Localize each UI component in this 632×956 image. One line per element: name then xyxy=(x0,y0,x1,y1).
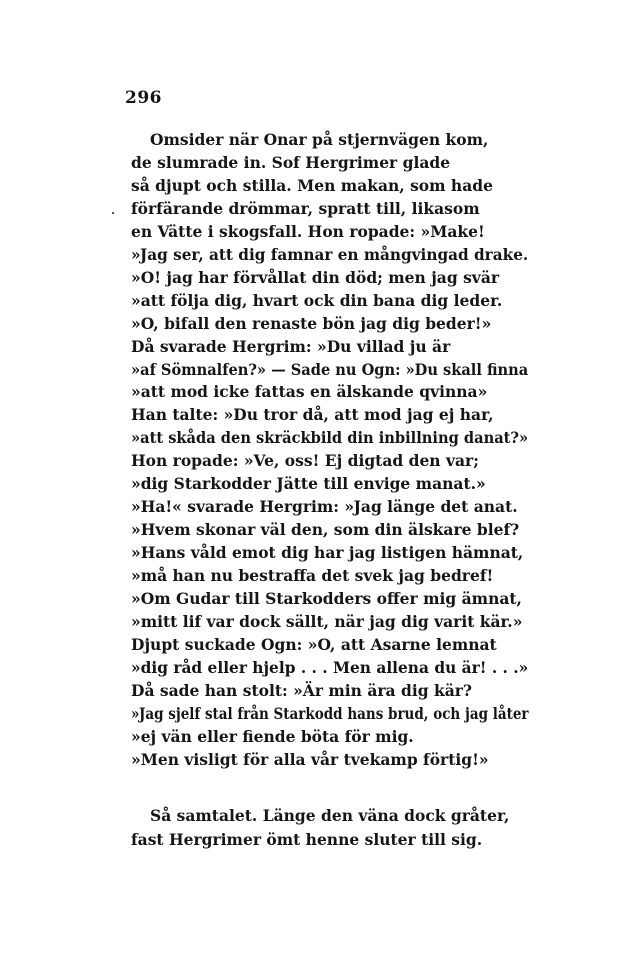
poem-line: »dig Starkodder Jätte till envige manat.» xyxy=(131,474,486,494)
page-number: 296 xyxy=(125,88,162,108)
poem-line: Han talte: »Du tror då, att mod jag ej har, xyxy=(131,405,494,425)
poem-line: fast Hergrimer ömt henne sluter till sig. xyxy=(131,829,483,849)
poem-line: Djupt suckade Ogn: »O, att Asarne lemnat xyxy=(131,634,497,654)
poem-line: »Men visligt för alla vår tvekamp förtig!» xyxy=(131,749,489,769)
poem-line: »O! jag har förvållat din död; men jag svär xyxy=(131,267,500,287)
poem-line: »dig råd eller hjelp . . . Men allena du är! . . .» xyxy=(131,657,529,677)
poem-line: »ej vän eller fiende böta för mig. xyxy=(131,726,414,746)
poem-line: »att mod icke fattas en älskande qvinna» xyxy=(131,382,488,402)
poem-line: »Jag sjelf stal från Starkodd hans brud, och jag låter xyxy=(131,703,529,723)
poem-line: »må han nu bestraffa det svek jag bedref! xyxy=(131,566,494,586)
poem-line: »att skåda den skräckbild din inbillning danat?» xyxy=(131,428,529,448)
poem-line: »Ha!« svarade Hergrim: »Jag länge det anat. xyxy=(131,497,518,517)
poem-line: »af Sömnalfen?» — Sade nu Ogn: »Du skall finna xyxy=(131,359,529,379)
poem-line: förfärande drömmar, spratt till, likasom xyxy=(131,198,480,218)
poem-line: »Om Gudar till Starkodders offer mig ämnat, xyxy=(131,589,522,608)
poem-line: »Jag ser, att dig famnar en mångvingad drake. xyxy=(131,244,529,264)
poem-line: en Vätte i skogsfall. Hon ropade: »Make! xyxy=(131,221,485,241)
poem-line: »att följa dig, hvart ock din bana dig leder. xyxy=(131,290,503,310)
poem-line: de slumrade in. Sof Hergrimer glade xyxy=(131,152,451,172)
poem-line: Omsider när Onar på stjernvägen kom, xyxy=(150,130,489,149)
poem-line: Då svarade Hergrim: »Du villad ju är xyxy=(131,336,451,356)
poem-line: Då sade han stolt: »Är min ära dig kär? xyxy=(131,680,472,700)
poem-line: Hon ropade: »Ve, oss! Ej digtad den var; xyxy=(131,451,479,471)
poem-line: »Hans våld emot dig har jag listigen hämnat, xyxy=(131,543,524,563)
poem-line: så djupt och stilla. Men makan, som hade xyxy=(131,175,493,195)
print-speck xyxy=(112,212,114,214)
poem-line: »O, bifall den renaste bön jag dig beder!» xyxy=(131,313,492,333)
poem-line: »Hvem skonar väl den, som din älskare blef? xyxy=(131,520,520,540)
poem-line: »mitt lif var dock sällt, när jag dig varit kär.» xyxy=(131,611,523,631)
poem-line: Så samtalet. Länge den väna dock gråter, xyxy=(150,806,510,825)
